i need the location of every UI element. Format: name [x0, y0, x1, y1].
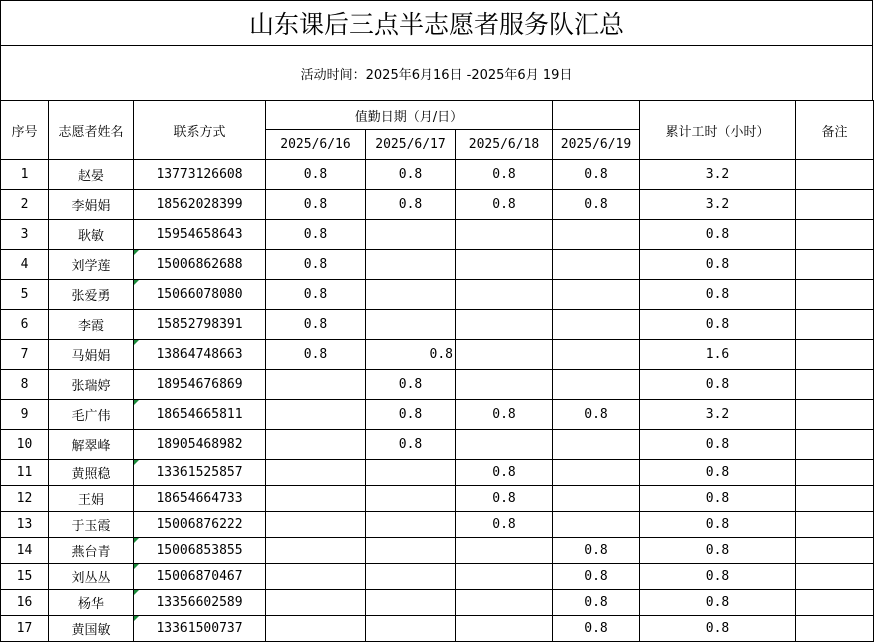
- cell-day[interactable]: [456, 340, 553, 370]
- cell-name[interactable]: 马娟娟: [49, 340, 134, 370]
- table-row: [1, 400, 874, 430]
- cell-seq[interactable]: 10: [1, 430, 49, 460]
- cell-name[interactable]: 于玉霞: [49, 512, 134, 538]
- cell-phone[interactable]: 13356602589: [134, 590, 266, 616]
- cell-day[interactable]: 0.8: [366, 400, 456, 430]
- cell-total-hours[interactable]: 0.8: [640, 250, 796, 280]
- cell-day[interactable]: 0.8: [266, 160, 366, 190]
- cell-total-hours[interactable]: 0.8: [640, 220, 796, 250]
- cell-total-hours[interactable]: 1.6: [640, 340, 796, 370]
- cell-name[interactable]: 耿敏: [49, 220, 134, 250]
- cell-seq[interactable]: 3: [1, 220, 49, 250]
- cell-total-hours[interactable]: 0.8: [640, 538, 796, 564]
- cell-remark[interactable]: [796, 280, 874, 310]
- cell-phone[interactable]: 13864748663: [134, 340, 266, 370]
- cell-name[interactable]: 李霞: [49, 310, 134, 340]
- cell-day[interactable]: 0.8: [366, 430, 456, 460]
- cell-day[interactable]: [456, 616, 553, 642]
- cell-remark[interactable]: [796, 190, 874, 220]
- cell-day[interactable]: [366, 220, 456, 250]
- cell-seq[interactable]: 17: [1, 616, 49, 642]
- cell-total-hours[interactable]: 0.8: [640, 280, 796, 310]
- cell-day[interactable]: [553, 250, 640, 280]
- cell-day[interactable]: [553, 340, 640, 370]
- cell-seq[interactable]: 8: [1, 370, 49, 400]
- cell-day[interactable]: 0.8: [366, 190, 456, 220]
- cell-remark[interactable]: [796, 370, 874, 400]
- cell-seq[interactable]: 1: [1, 160, 49, 190]
- cell-day[interactable]: 0.8: [553, 160, 640, 190]
- cell-day[interactable]: [456, 280, 553, 310]
- cell-name[interactable]: 张瑞婷: [49, 370, 134, 400]
- cell-remark[interactable]: [796, 220, 874, 250]
- header-date[interactable]: 2025/6/19: [553, 130, 640, 160]
- cell-seq[interactable]: 9: [1, 400, 49, 430]
- cell-name[interactable]: 杨华: [49, 590, 134, 616]
- cell-name[interactable]: 燕台青: [49, 538, 134, 564]
- cell-name[interactable]: 赵晏: [49, 160, 134, 190]
- cell-day[interactable]: [266, 486, 366, 512]
- cell-day[interactable]: [366, 486, 456, 512]
- cell-day[interactable]: [456, 538, 553, 564]
- table-row: [1, 538, 874, 564]
- cell-phone[interactable]: 15006876222: [134, 512, 266, 538]
- table-row: [1, 220, 874, 250]
- cell-day[interactable]: 0.8: [553, 538, 640, 564]
- cell-phone[interactable]: 15006870467: [134, 564, 266, 590]
- cell-day[interactable]: 0.8: [456, 460, 553, 486]
- cell-day[interactable]: 0.8: [553, 616, 640, 642]
- header-date[interactable]: 2025/6/16: [266, 130, 366, 160]
- cell-name[interactable]: 李娟娟: [49, 190, 134, 220]
- cell-day[interactable]: [456, 310, 553, 340]
- cell-seq[interactable]: 2: [1, 190, 49, 220]
- table-row: [1, 250, 874, 280]
- cell-total-hours[interactable]: 0.8: [640, 310, 796, 340]
- cell-phone[interactable]: 18954676869: [134, 370, 266, 400]
- cell-remark[interactable]: [796, 616, 874, 642]
- table-row: [1, 370, 874, 400]
- header-duty-date[interactable]: 值勤日期（月/日）: [266, 101, 553, 130]
- cell-day[interactable]: [366, 280, 456, 310]
- cell-day[interactable]: [266, 616, 366, 642]
- cell-day[interactable]: [266, 512, 366, 538]
- table-row: [1, 512, 874, 538]
- cell-day[interactable]: 0.8: [266, 340, 366, 370]
- cell-day[interactable]: [553, 512, 640, 538]
- cell-day[interactable]: [553, 220, 640, 250]
- cell-day[interactable]: 0.8: [366, 340, 456, 370]
- cell-total-hours[interactable]: 0.8: [640, 564, 796, 590]
- cell-day[interactable]: [553, 370, 640, 400]
- cell-day[interactable]: 0.8: [266, 280, 366, 310]
- cell-day[interactable]: [366, 564, 456, 590]
- cell-phone[interactable]: 13773126608: [134, 160, 266, 190]
- cell-day[interactable]: 0.8: [456, 400, 553, 430]
- cell-day[interactable]: [553, 460, 640, 486]
- cell-day[interactable]: 0.8: [266, 190, 366, 220]
- cell-day[interactable]: [456, 220, 553, 250]
- cell-seq[interactable]: 11: [1, 460, 49, 486]
- cell-day[interactable]: [366, 512, 456, 538]
- cell-day[interactable]: 0.8: [366, 370, 456, 400]
- table-row: [1, 310, 874, 340]
- table-row: [1, 564, 874, 590]
- cell-phone[interactable]: 15066078080: [134, 280, 266, 310]
- cell-day[interactable]: [366, 538, 456, 564]
- cell-day[interactable]: 0.8: [456, 160, 553, 190]
- cell-day[interactable]: [266, 460, 366, 486]
- cell-day[interactable]: [266, 538, 366, 564]
- cell-name[interactable]: 张爱勇: [49, 280, 134, 310]
- cell-phone[interactable]: 18654664733: [134, 486, 266, 512]
- cell-seq[interactable]: 15: [1, 564, 49, 590]
- cell-phone[interactable]: 13361525857: [134, 460, 266, 486]
- cell-seq[interactable]: 13: [1, 512, 49, 538]
- cell-seq[interactable]: 5: [1, 280, 49, 310]
- cell-day[interactable]: 0.8: [553, 590, 640, 616]
- cell-phone[interactable]: 18905468982: [134, 430, 266, 460]
- cell-day[interactable]: [366, 460, 456, 486]
- cell-day[interactable]: 0.8: [266, 310, 366, 340]
- cell-day[interactable]: [366, 250, 456, 280]
- header-name[interactable]: 志愿者姓名: [49, 101, 134, 160]
- cell-seq[interactable]: 16: [1, 590, 49, 616]
- cell-remark[interactable]: [796, 564, 874, 590]
- cell-day[interactable]: 0.8: [553, 400, 640, 430]
- cell-day[interactable]: [366, 310, 456, 340]
- activity-time[interactable]: 活动时间：2025年6月16日 -2025年6月 19日: [0, 45, 873, 101]
- cell-day[interactable]: 0.8: [553, 190, 640, 220]
- cell-remark[interactable]: [796, 538, 874, 564]
- cell-remark[interactable]: [796, 310, 874, 340]
- cell-name[interactable]: 刘学莲: [49, 250, 134, 280]
- cell-total-hours[interactable]: 3.2: [640, 190, 796, 220]
- cell-day[interactable]: 0.8: [266, 220, 366, 250]
- table-row: [1, 280, 874, 310]
- table-row: [1, 616, 874, 642]
- cell-remark[interactable]: [796, 340, 874, 370]
- cell-remark[interactable]: [796, 430, 874, 460]
- cell-day[interactable]: [553, 280, 640, 310]
- cell-name[interactable]: 解翠峰: [49, 430, 134, 460]
- cell-seq[interactable]: 12: [1, 486, 49, 512]
- header-contact[interactable]: 联系方式: [134, 101, 266, 160]
- cell-day[interactable]: [553, 430, 640, 460]
- cell-name[interactable]: 毛广伟: [49, 400, 134, 430]
- volunteer-table: [0, 100, 874, 642]
- cell-day[interactable]: [553, 310, 640, 340]
- cell-day[interactable]: [266, 564, 366, 590]
- cell-day[interactable]: [456, 590, 553, 616]
- header-date[interactable]: 2025/6/17: [366, 130, 456, 160]
- cell-day[interactable]: [456, 250, 553, 280]
- cell-remark[interactable]: [796, 590, 874, 616]
- cell-day[interactable]: 0.8: [456, 512, 553, 538]
- cell-total-hours[interactable]: 0.8: [640, 370, 796, 400]
- header-remark[interactable]: 备注: [796, 101, 874, 160]
- cell-remark[interactable]: [796, 250, 874, 280]
- cell-remark[interactable]: [796, 512, 874, 538]
- cell-day[interactable]: [366, 616, 456, 642]
- cell-phone[interactable]: 18562028399: [134, 190, 266, 220]
- cell-seq[interactable]: 14: [1, 538, 49, 564]
- cell-day[interactable]: 0.8: [553, 564, 640, 590]
- cell-total-hours[interactable]: 0.8: [640, 590, 796, 616]
- sheet-title[interactable]: 山东课后三点半志愿者服务队汇总: [0, 0, 873, 46]
- cell-day[interactable]: [366, 590, 456, 616]
- cell-phone[interactable]: 18654665811: [134, 400, 266, 430]
- cell-day[interactable]: [266, 590, 366, 616]
- cell-remark[interactable]: [796, 400, 874, 430]
- cell-phone[interactable]: 15006853855: [134, 538, 266, 564]
- cell-day[interactable]: [456, 430, 553, 460]
- cell-phone[interactable]: 15954658643: [134, 220, 266, 250]
- table-row: [1, 160, 874, 190]
- cell-day[interactable]: [553, 486, 640, 512]
- cell-name[interactable]: 王娟: [49, 486, 134, 512]
- cell-day[interactable]: [456, 564, 553, 590]
- cell-day[interactable]: [266, 370, 366, 400]
- cell-total-hours[interactable]: 0.8: [640, 460, 796, 486]
- cell-total-hours[interactable]: 3.2: [640, 400, 796, 430]
- cell-total-hours[interactable]: 0.8: [640, 512, 796, 538]
- header-date[interactable]: 2025/6/18: [456, 130, 553, 160]
- table-row: [1, 430, 874, 460]
- cell-day[interactable]: 0.8: [456, 486, 553, 512]
- header-empty[interactable]: [553, 101, 640, 130]
- table-row: [1, 460, 874, 486]
- cell-total-hours[interactable]: 0.8: [640, 616, 796, 642]
- table-row: [1, 590, 874, 616]
- cell-total-hours[interactable]: 0.8: [640, 430, 796, 460]
- header-seq[interactable]: 序号: [1, 101, 49, 160]
- cell-remark[interactable]: [796, 486, 874, 512]
- cell-total-hours[interactable]: 3.2: [640, 160, 796, 190]
- cell-name[interactable]: 刘丛丛: [49, 564, 134, 590]
- cell-day[interactable]: 0.8: [266, 250, 366, 280]
- table-row: [1, 486, 874, 512]
- header-total-hours[interactable]: 累计工时（小时）: [640, 101, 796, 160]
- cell-day[interactable]: [266, 400, 366, 430]
- cell-name[interactable]: 黄照稳: [49, 460, 134, 486]
- cell-name[interactable]: 黄国敏: [49, 616, 134, 642]
- cell-seq[interactable]: 4: [1, 250, 49, 280]
- cell-day[interactable]: 0.8: [456, 190, 553, 220]
- cell-phone[interactable]: 13361500737: [134, 616, 266, 642]
- table-row: [1, 190, 874, 220]
- cell-day[interactable]: [266, 430, 366, 460]
- cell-remark[interactable]: [796, 160, 874, 190]
- cell-phone[interactable]: 15006862688: [134, 250, 266, 280]
- cell-seq[interactable]: 6: [1, 310, 49, 340]
- cell-phone[interactable]: 15852798391: [134, 310, 266, 340]
- cell-total-hours[interactable]: 0.8: [640, 486, 796, 512]
- table-row: [1, 340, 874, 370]
- cell-seq[interactable]: 7: [1, 340, 49, 370]
- cell-day[interactable]: 0.8: [366, 160, 456, 190]
- cell-remark[interactable]: [796, 460, 874, 486]
- cell-day[interactable]: [456, 370, 553, 400]
